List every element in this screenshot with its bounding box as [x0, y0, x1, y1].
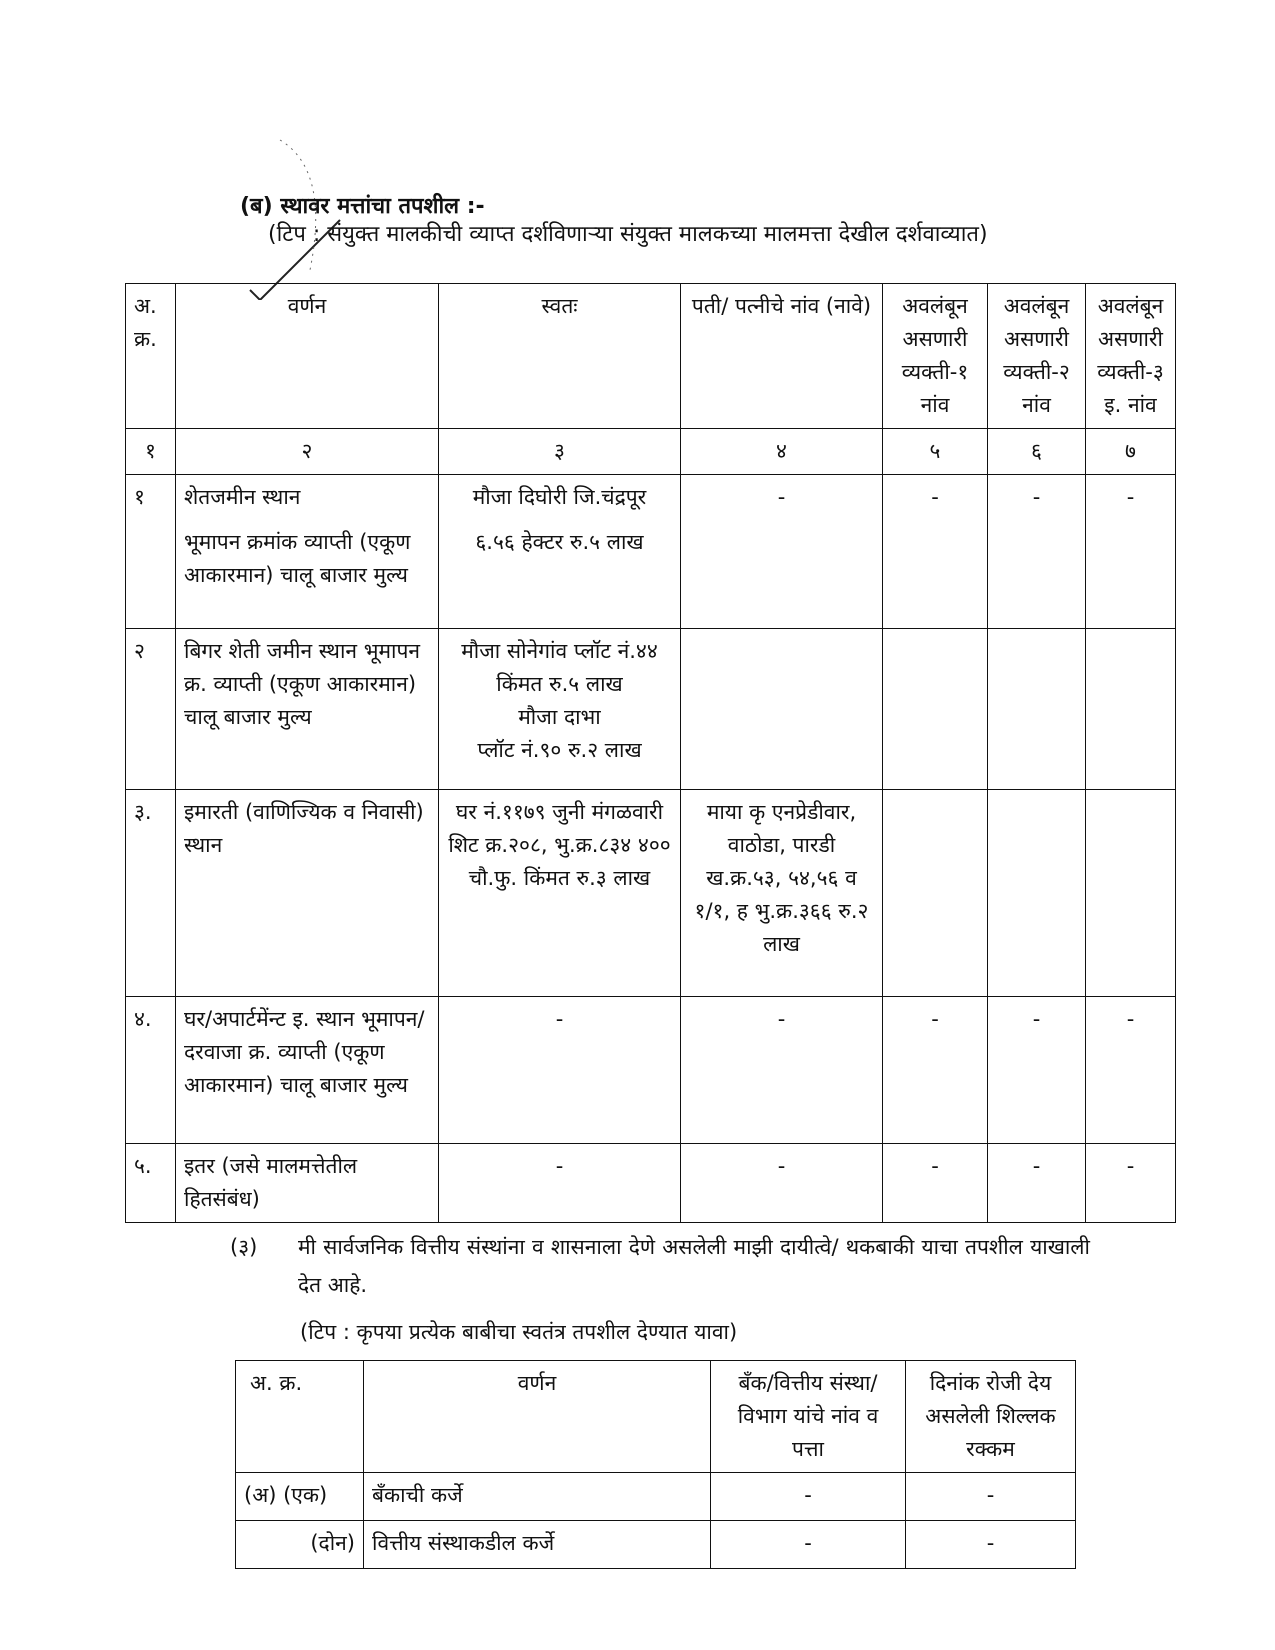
col-num: ४: [681, 429, 883, 475]
row-description: [176, 475, 439, 629]
desc-line: भूमापन क्रमांक व्याप्ती (एकूण आकारमान) चालू बाजार मुल्य: [184, 530, 411, 587]
row-serial: (दोन): [236, 1521, 364, 1569]
row-dependent-3: -: [1086, 1144, 1176, 1223]
paragraph-number: (३): [230, 1235, 258, 1259]
row-serial: ५.: [126, 1144, 176, 1223]
self-line: मौजा दाभा: [518, 705, 601, 729]
table-row: [126, 790, 1176, 997]
row-dependent-1: -: [883, 997, 988, 1144]
row-serial: ३.: [126, 790, 176, 997]
col-num: २: [176, 429, 439, 475]
column-number-row: [126, 429, 1176, 475]
header-self: स्वतः: [439, 284, 681, 429]
row-description: इमारती (वाणिज्यिक व निवासी) स्थान: [176, 790, 439, 997]
row-self: [439, 475, 681, 629]
row-description: बँकाची कर्जे: [364, 1473, 711, 1521]
row-amount: -: [906, 1521, 1076, 1569]
row-description: बिगर शेती जमीन स्थान भूमापन क्र. व्याप्ती (एकूण आकारमान) चालू बाजार मुल्य: [176, 629, 439, 790]
col-num: १: [126, 429, 176, 475]
row-spouse: -: [681, 997, 883, 1144]
row-serial: २: [126, 629, 176, 790]
row-dependent-1: -: [883, 1144, 988, 1223]
row-self: [439, 629, 681, 790]
row-amount: -: [906, 1473, 1076, 1521]
table-header-row: [126, 284, 1176, 429]
header-amount: दिनांक रोजी देय असलेली शिल्लक रक्कम: [906, 1361, 1076, 1473]
row-self: -: [439, 1144, 681, 1223]
col-num: ७: [1086, 429, 1176, 475]
table-row: [126, 1144, 1176, 1223]
col-num: ५: [883, 429, 988, 475]
table-row: [126, 997, 1176, 1144]
col-num: ३: [439, 429, 681, 475]
liabilities-table: [235, 1360, 1076, 1569]
self-line: मौजा सोनेगांव प्लॉट नं.४४ किंमत रु.५ लाख: [461, 639, 658, 696]
row-description: इतर (जसे मालमत्तेतील हितसंबंध): [176, 1144, 439, 1223]
row-dependent-3: [1086, 629, 1176, 790]
row-dependent-2: [988, 790, 1086, 997]
row-dependent-1: [883, 790, 988, 997]
header-description: वर्णन: [364, 1361, 711, 1473]
row-spouse: -: [681, 1144, 883, 1223]
row-dependent-3: -: [1086, 475, 1176, 629]
row-dependent-1: -: [883, 475, 988, 629]
self-line: ६.५६ हेक्टर रु.५ लाख: [475, 530, 644, 554]
row-dependent-1: [883, 629, 988, 790]
table-row: [126, 475, 1176, 629]
header-dependent-1: अवलंबून असणारी व्यक्ती-१ नांव: [883, 284, 988, 429]
header-description: वर्णन: [176, 284, 439, 429]
row-dependent-2: -: [988, 997, 1086, 1144]
row-dependent-2: [988, 629, 1086, 790]
paragraph-text: मी सार्वजनिक वित्तीय संस्थांना व शासनाला देणे असलेली माझी दायीत्वे/ थकबाकी याचा तपशील याखाली देत आहे.: [298, 1235, 1090, 1297]
col-num: ६: [988, 429, 1086, 475]
row-spouse: [681, 629, 883, 790]
row-description: घर/अपार्टमेंन्ट इ. स्थान भूमापन/ दरवाजा क्र. व्याप्ती (एकूण आकारमान) चालू बाजार मुल्य: [176, 997, 439, 1144]
liabilities-paragraph: [230, 1228, 1090, 1304]
header-serial: अ. क्र.: [126, 284, 176, 429]
self-line: प्लॉट नं.९० रु.२ लाख: [477, 738, 642, 762]
section-note: (टिप : संयुक्त मालकीची व्याप्त दर्शविणाऱ्या संयुक्त मालकच्या मालमत्ता देखील दर्शवाव्यात): [268, 222, 988, 247]
row-self: -: [439, 997, 681, 1144]
row-dependent-2: -: [988, 475, 1086, 629]
row-spouse: माया कृ एनप्रेडीवार, वाठोडा, पारडी ख.क्र.५३, ५४,५६ व १/१, ह भु.क्र.३६६ रु.२ लाख: [681, 790, 883, 997]
table-header-row: [236, 1361, 1076, 1473]
row-serial: ४.: [126, 997, 176, 1144]
row-bank: -: [711, 1473, 906, 1521]
header-bank: बँक/वित्तीय संस्था/विभाग यांचे नांव व पत्ता: [711, 1361, 906, 1473]
header-dependent-3: अवलंबून असणारी व्यक्ती-३ इ. नांव: [1086, 284, 1176, 429]
liabilities-note: (टिप : कृपया प्रत्येक बाबीचा स्वतंत्र तपशील देण्यात यावा): [300, 1320, 738, 1344]
immovable-assets-table: [125, 283, 1176, 1223]
row-self: घर नं.११७९ जुनी मंगळवारी शिट क्र.२०८, भु.क्र.८३४ ४०० चौ.फु. किंमत रु.३ लाख: [439, 790, 681, 997]
header-dependent-2: अवलंबून असणारी व्यक्ती-२ नांव: [988, 284, 1086, 429]
self-line: मौजा दिघोरी जि.चंद्रपूर: [472, 485, 647, 509]
row-serial: (अ) (एक): [236, 1473, 364, 1521]
row-dependent-3: -: [1086, 997, 1176, 1144]
row-description: वित्तीय संस्थाकडील कर्जे: [364, 1521, 711, 1569]
table-row: [236, 1521, 1076, 1569]
section-title: (ब) स्थावर मत्तांचा तपशील :-: [240, 194, 485, 219]
row-spouse: -: [681, 475, 883, 629]
desc-line: शेतजमीन स्थान: [184, 485, 301, 509]
row-serial: १: [126, 475, 176, 629]
table-row: [236, 1473, 1076, 1521]
row-bank: -: [711, 1521, 906, 1569]
row-dependent-3: [1086, 790, 1176, 997]
header-serial: अ. क्र.: [236, 1361, 364, 1473]
table-row: [126, 629, 1176, 790]
row-dependent-2: -: [988, 1144, 1086, 1223]
header-spouse: पती/ पत्नीचे नांव (नावे): [681, 284, 883, 429]
